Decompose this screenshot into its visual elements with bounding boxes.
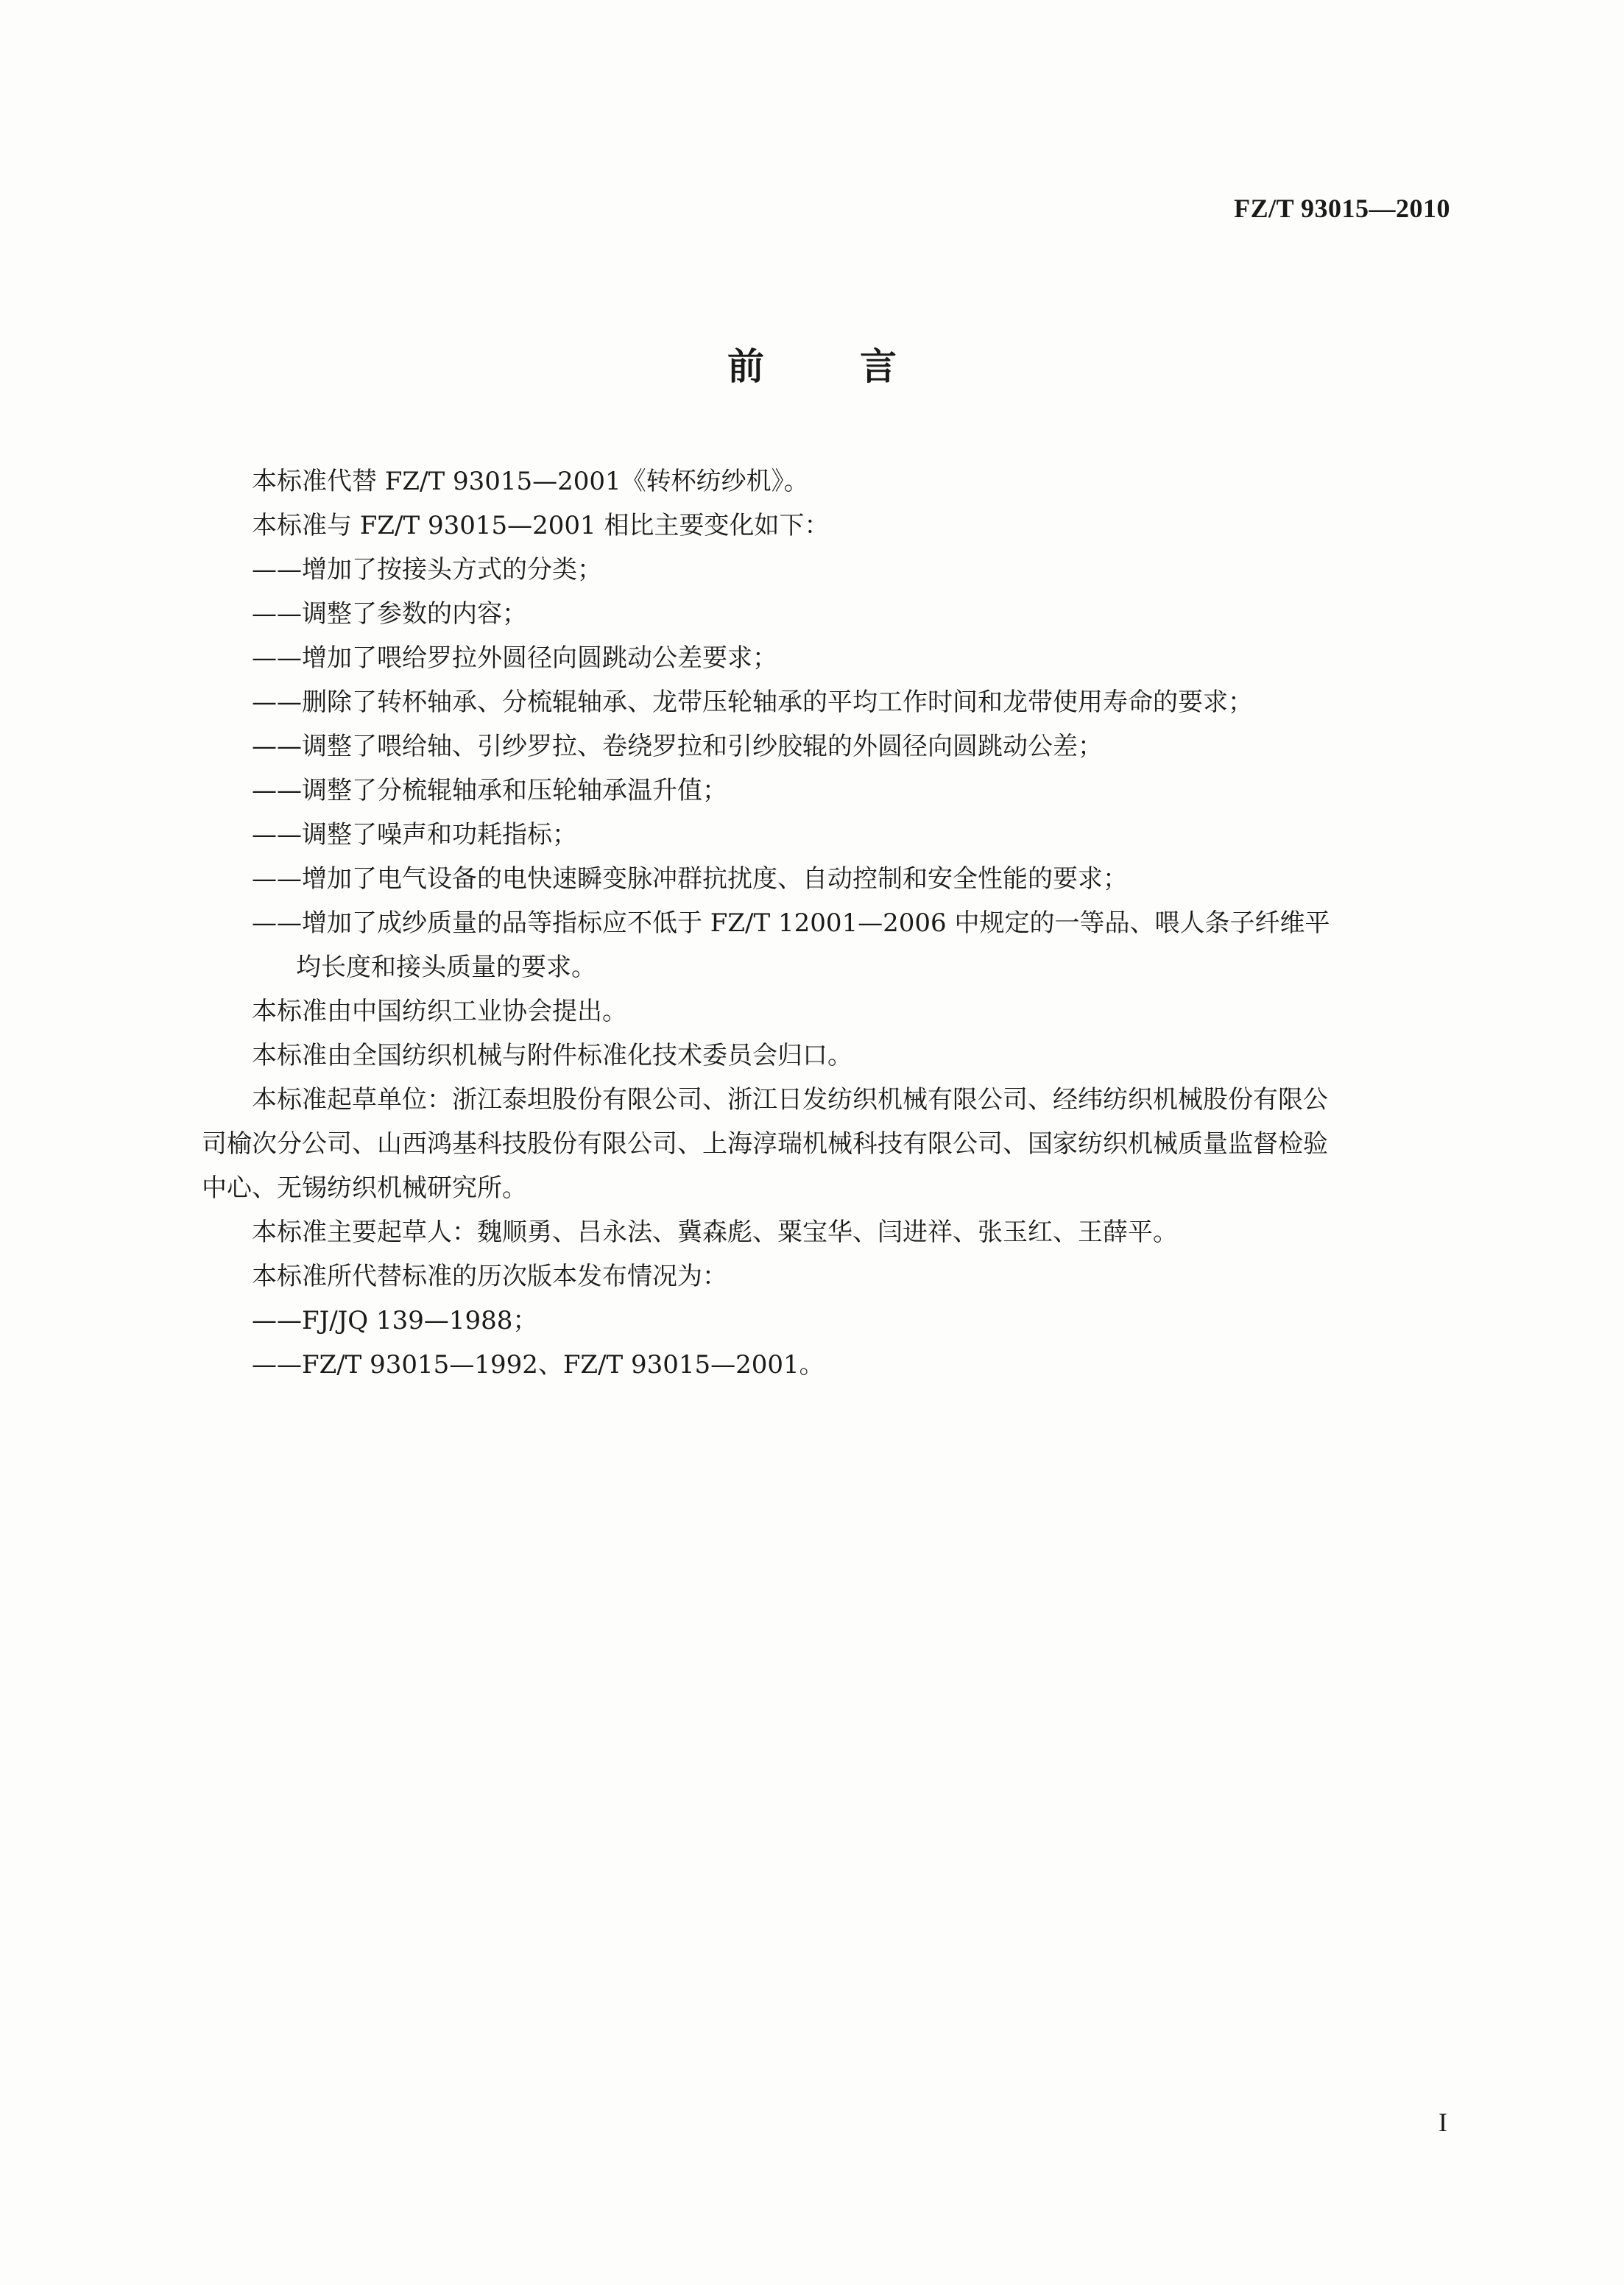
paragraph-drafters: 本标准主要起草人：魏顺勇、吕永法、冀森彪、粟宝华、闫进祥、张玉红、王薛平。 (252, 1218, 1178, 1247)
page-title: 前言 (727, 345, 992, 388)
standard-code: FZ/T 93015—2010 (1234, 194, 1450, 223)
list-item: ——调整了参数的内容； (252, 599, 527, 629)
paragraph-drafting-units: 本标准起草单位：浙江泰坦股份有限公司、浙江日发纺织机械有限公司、经纬纺织机械股份有限公 (252, 1085, 1328, 1115)
list-item: ——增加了喂给罗拉外圆径向圆跳动公差要求； (252, 643, 777, 673)
list-item-continuation: 均长度和接头质量的要求。 (296, 953, 596, 982)
paragraph-committee: 本标准由全国纺织机械与附件标准化技术委员会归口。 (252, 1041, 852, 1070)
list-item: ——删除了转杯轴承、分梳辊轴承、龙带压轮轴承的平均工作时间和龙带使用寿命的要求； (252, 688, 1253, 717)
paragraph-continuation: 司榆次分公司、山西鸿基科技股份有限公司、上海淳瑞机械科技有限公司、国家纺织机械质量监督检验 (202, 1129, 1328, 1159)
list-item: ——调整了喂给轴、引纱罗拉、卷绕罗拉和引纱胶辊的外圆径向圆跳动公差； (252, 732, 1103, 761)
list-item: ——FZ/T 93015—1992、FZ/T 93015—2001。 (252, 1350, 825, 1380)
list-item: ——增加了电气设备的电快速瞬变脉冲群抗扰度、自动控制和安全性能的要求； (252, 864, 1128, 894)
list-item: ——增加了按接头方式的分类； (252, 555, 602, 585)
list-item: ——调整了噪声和功耗指标； (252, 820, 577, 850)
paragraph-changes-intro: 本标准与 FZ/T 93015—2001 相比主要变化如下： (252, 511, 830, 540)
list-item: ——增加了成纱质量的品等指标应不低于 FZ/T 12001—2006 中规定的一等品、喂人条子纤维平 (252, 908, 1330, 938)
list-item: ——FJ/JQ 139—1988； (252, 1306, 538, 1335)
paragraph-continuation: 中心、无锡纺织机械研究所。 (202, 1173, 527, 1203)
paragraph-proposer: 本标准由中国纺织工业协会提出。 (252, 997, 627, 1026)
foreword-body (202, 459, 1453, 1387)
list-item: ——调整了分梳辊轴承和压轮轴承温升值； (252, 776, 727, 805)
page-number: I (1438, 2108, 1447, 2137)
paragraph-history-intro: 本标准所代替标准的历次版本发布情况为： (252, 1262, 727, 1291)
paragraph-replaces: 本标准代替 FZ/T 93015—2001《转杯纺纱机》。 (252, 467, 809, 496)
